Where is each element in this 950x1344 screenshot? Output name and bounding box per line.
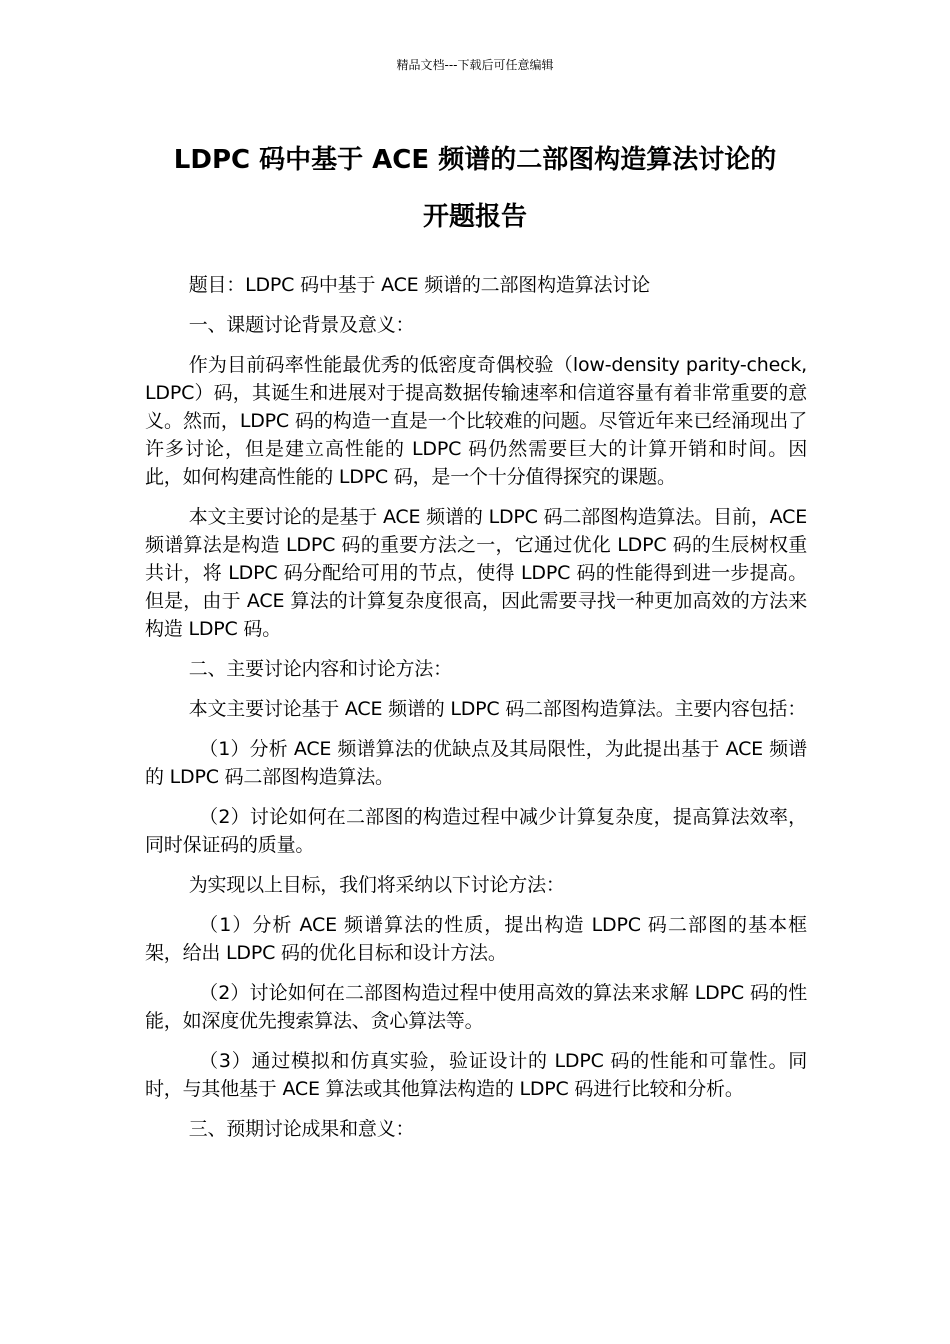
title-line-2: 开题报告 (422, 202, 527, 232)
method-item-1: （1）分析 ACE 频谱算法的性质，提出构造 LDPC 码二部图的基本框架，给出 LDPC 码的优化目标和设计方法。 (145, 914, 807, 964)
content-intro-paragraph: 本文主要讨论基于 ACE 频谱的 LDPC 码二部图构造算法。主要内容包括： (188, 698, 807, 720)
section-heading-content: 二、主要讨论内容和讨论方法： (188, 658, 452, 680)
methods-intro-paragraph: 为实现以上目标，我们将采纳以下讨论方法： (188, 874, 565, 896)
document-body (145, 271, 807, 1155)
section-heading-outcomes: 三、预期讨论成果和意义： (188, 1118, 415, 1140)
background-paragraph-2: 本文主要讨论的是基于 ACE 频谱的 LDPC 码二部图构造算法。目前，ACE 频谱算法是构造 LDPC 码的重要方法之一，它通过优化 LDPC 码的生辰树权重共计，将 LDPC 码分配给可用的节点，使得 LDPC 码的性能得到进一步提高。但是，由于 ACE 算法的计算复杂度很高，因此需要寻找一种更加高效的方法来构造 LDPC 码。 (145, 506, 807, 640)
method-item-3: （3）通过模拟和仿真实验，验证设计的 LDPC 码的性能和可靠性。同时，与其他基于 ACE 算法或其他算法构造的 LDPC 码进行比较和分析。 (145, 1050, 807, 1100)
topic-line: 题目：LDPC 码中基于 ACE 频谱的二部图构造算法讨论 (188, 274, 650, 296)
background-paragraph-1: 作为目前码率性能最优秀的低密度奇偶校验（low-density parity-check, LDPC）码，其诞生和进展对于提高数据传输速率和信道容量有着非常重要的意义。然而，LDPC 码的构造一直是一个比较难的问题。尽管近年来已经涌现出了许多讨论，但是建立高性能的 LDPC 码仍然需要巨大的计算开销和时间。因此，如何构建高性能的 LDPC 码，是一个十分值得探究的课题。 (145, 354, 807, 488)
content-item-1: （1）分析 ACE 频谱算法的优缺点及其局限性，为此提出基于 ACE 频谱的 LDPC 码二部图构造算法。 (145, 738, 807, 788)
document-title (110, 132, 840, 246)
page-header: 精品文档---下载后可任意编辑 (396, 58, 554, 72)
section-heading-background: 一、课题讨论背景及意义： (188, 314, 415, 336)
method-item-2: （2）讨论如何在二部图构造过程中使用高效的算法来求解 LDPC 码的性能，如深度优先搜索算法、贪心算法等。 (145, 982, 807, 1032)
title-line-1: LDPC 码中基于 ACE 频谱的二部图构造算法讨论的 (173, 145, 777, 175)
content-item-2: （2）讨论如何在二部图的构造过程中减少计算复杂度，提高算法效率，同时保证码的质量。 (145, 806, 807, 856)
